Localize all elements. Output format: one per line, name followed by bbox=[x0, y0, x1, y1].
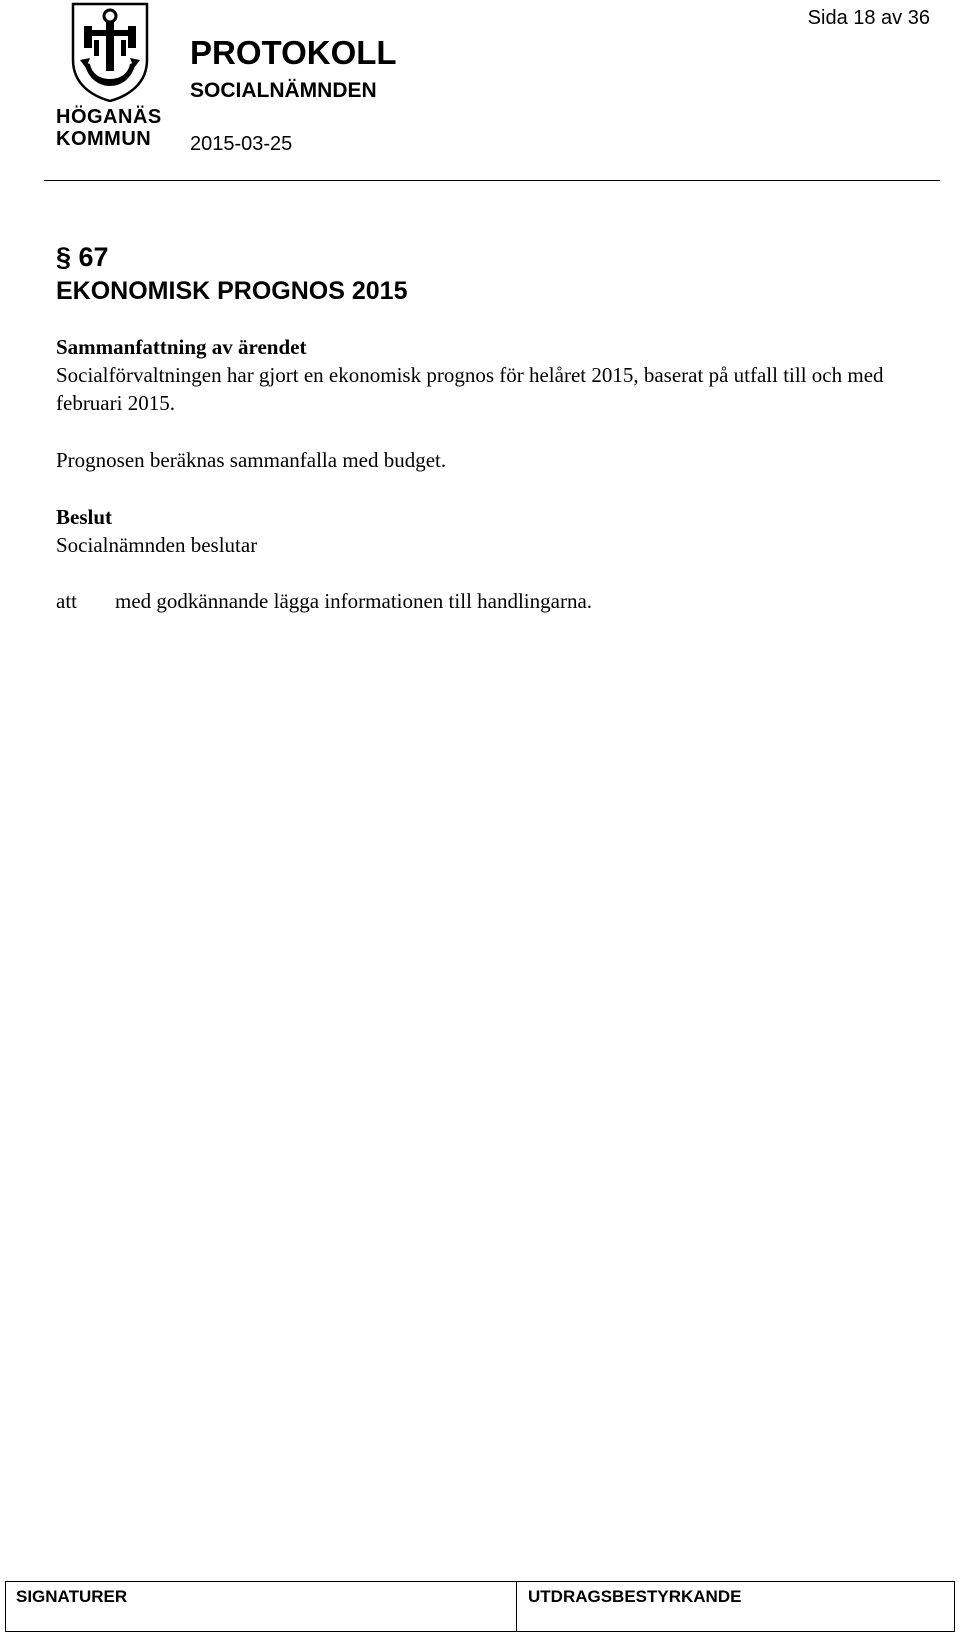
decision-heading: Beslut bbox=[56, 505, 113, 529]
logo-text bbox=[56, 106, 168, 150]
municipality-logo bbox=[56, 2, 168, 154]
summary-paragraph-2: Prognosen beräknas sammanfalla med budget. bbox=[56, 448, 447, 472]
section-number: § 67 bbox=[56, 242, 109, 272]
committee-name: SOCIALNÄMNDEN bbox=[190, 79, 377, 102]
att-label: att bbox=[56, 589, 77, 613]
section-title: EKONOMISK PROGNOS 2015 bbox=[56, 277, 408, 305]
meeting-date: 2015-03-25 bbox=[190, 133, 293, 155]
footer-divider bbox=[516, 1582, 517, 1631]
summary-heading: Sammanfattning av ärendet bbox=[56, 335, 307, 359]
summary-paragraph-1: Socialförvaltningen har gjort en ekonomisk prognos för helåret 2015, baserat på utfall till och med februari 2015. bbox=[56, 363, 884, 415]
decision-intro: Socialnämnden beslutar bbox=[56, 533, 258, 557]
document-title: PROTOKOLL bbox=[190, 34, 397, 71]
page-number: Sida 18 av 36 bbox=[807, 7, 930, 29]
extract-certification-label: UTDRAGSBESTYRKANDE bbox=[528, 1587, 742, 1606]
signature-footer bbox=[5, 1581, 955, 1632]
header-divider bbox=[44, 180, 940, 181]
anchor-coat-of-arms-icon bbox=[70, 2, 150, 102]
logo-text-line1: HÖGANÄS bbox=[56, 106, 162, 128]
document-header bbox=[0, 0, 960, 185]
signatures-label: SIGNATURER bbox=[16, 1587, 128, 1606]
att-text: med godkännande lägga informationen till handlingarna. bbox=[115, 589, 593, 613]
logo-text-line2: KOMMUN bbox=[56, 128, 152, 150]
